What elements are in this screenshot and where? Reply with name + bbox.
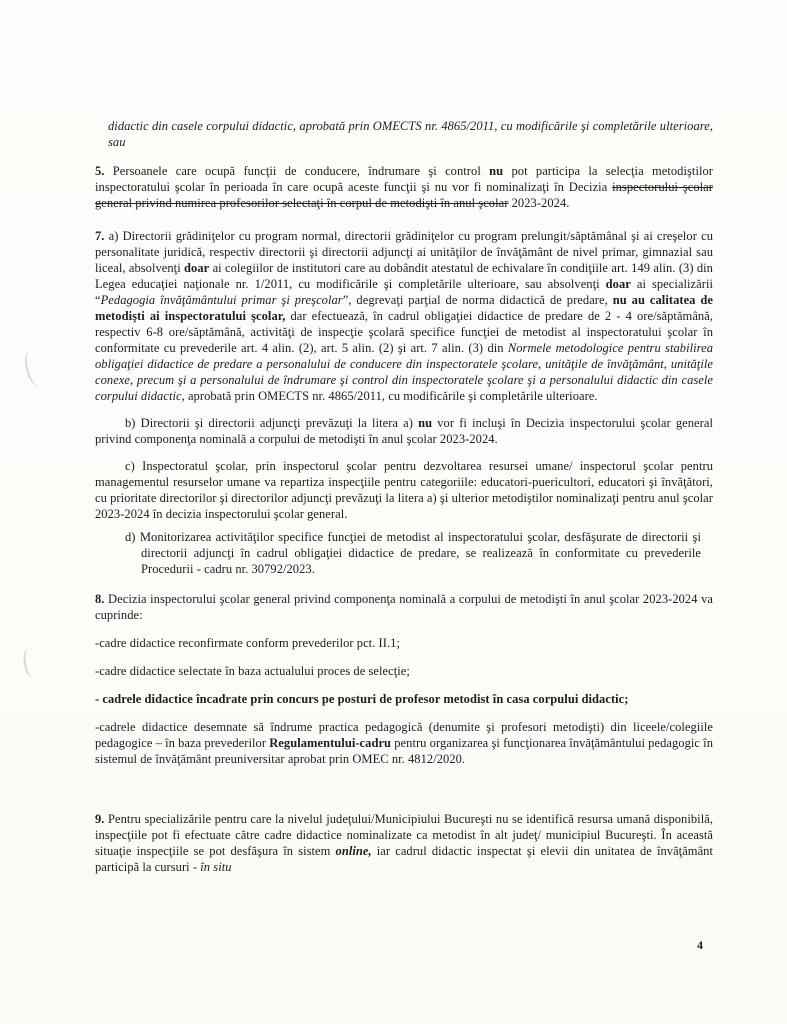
para-5 <box>95 163 713 211</box>
bullet-3 <box>95 691 713 707</box>
scan-artifact <box>22 647 41 679</box>
text-segment: a) Directorii grădiniţelor cu program normal, directorii grădiniţelor cu program prelungit/săptămânal şi ai creşelor cu personalitate juridică, respectiv directorii şi directorii adjuncţi ai unităţilor de învăţământ de nivel primar, gimnazial sau liceal, absolvenţi <box>95 229 713 275</box>
text-segment: vor fi incluşi în Decizia inspectorului şcolar general privind componenţa nominală a corpului de metodişti în anul şcolar 2023-2024. <box>95 416 713 446</box>
text-segment: -cadre didactice reconfirmate conform prevederilor pct. II.1; <box>95 636 400 650</box>
text-segment: doar <box>605 277 631 291</box>
text-segment: b) Directorii şi directorii adjuncţi prevăzuţi la litera a) <box>125 416 419 430</box>
text-segment: - cadrele didactice încadrate prin concurs pe posturi de profesor metodist în casa corpului didactic; <box>95 692 629 706</box>
text-segment: 9. <box>95 812 105 826</box>
bullet-4 <box>95 719 713 767</box>
text-segment: Pentru specializările pentru care la nivelul judeţului/Municipiului Bucureşti nu se identifică resursa umană disponibilă, inspecţiile pot fi efectuate către cadre didactice nominalizate ca metodist în alt judeţ/ municipiul Bucureşti. În această situaţie inspecţiile se pot desfăşura în sistem <box>95 812 713 858</box>
text-segment: didactic din casele corpului didactic, aprobată prin OMECTS nr. 4865/2011, cu modificările şi completările ulterioare, sau <box>108 119 713 149</box>
text-segment: dar efectuează, în cadrul obligaţiei didactice de predare de 2 - 4 ore/săptămână, respectiv 6-8 ore/săptămână, activităţi de inspecţie şcolară specifice funcţiei de metodist al inspectoratului şcolar în conformitate cu prevederile art. 4 alin. (2), art. 5 alin. (2) şi art. 7 alin. (3) din <box>95 309 713 355</box>
text-segment: -cadre didactice selectate în baza actualului proces de selecţie; <box>95 664 410 678</box>
text-segment: Normele metodologice pentru stabilirea obligaţiei didactice de predare a personalului de conducere din inspectoratele şcolare, unităţile de învăţământ, unităţile conexe, precum şi a personalului de îndrumare şi control din inspectoratele şcolare şi a personalului didactic din casele corpului didactic, <box>95 341 713 403</box>
text-segment: ai specializării “ <box>95 277 713 307</box>
text-segment: aprobată prin OMECTS nr. 4865/2011, cu modificările şi completările ulterioare. <box>184 389 598 403</box>
text-segment: pentru organizarea şi funcţionarea învăţământului pedagogic în sistemul de învăţământ preuniversitar aprobat prin OMEC nr. 4812/2020. <box>95 736 713 766</box>
text-segment: Persoanele care ocupă funcţii de conducere, îndrumare şi control <box>104 164 490 178</box>
text-segment: nu <box>489 164 504 178</box>
para-7c <box>95 458 713 522</box>
text-segment: ”, degrevaţi parţial de norma didactică de predare, <box>342 293 613 307</box>
text-segment: în situ <box>200 860 232 874</box>
text-segment: d) Monitorizarea activităţilor specifice funcţiei de metodist al inspectoratului şcolar, desfăşurate de directorii şi directorii adjuncţi în cadrul obligaţiei didactice de predare, se realizează în conformitate cu prevederile Procedurii - cadru nr. 30792/2023. <box>125 530 701 576</box>
text-segment: c) Inspectoratul şcolar, prin inspectorul şcolar pentru dezvoltarea resursei umane/ inspectorul şcolar pentru managementul resurselor umane va repartiza inspecţiile pentru categoriile: educatori-puericultori, educatori şi învăţători, cu prioritate directorilor şi directorilor adjuncţi prevăzuţi la litera a) şi ulterior metodiştilor nominalizaţi pentru anul şcolar 2023-2024 în decizia inspectorului şcolar general. <box>95 459 713 521</box>
para-7a <box>95 228 713 404</box>
para-8 <box>95 591 713 623</box>
text-segment: ai colegiilor de institutori care au dobândit atestatul de echivalare în condiţiile art. 149 alin. (3) din Legea educaţiei naţionale nr. 1/2011, cu modificările şi completările ulterioare, sau absolvenţi <box>95 261 713 291</box>
para-7b <box>95 415 713 447</box>
text-segment: nu au calitatea de metodişti ai inspectoratului şcolar, <box>95 293 714 323</box>
text-segment: 7. <box>95 229 105 243</box>
text-segment: nu <box>418 416 433 430</box>
text-segment: 2023-2024. <box>508 196 570 210</box>
text-segment: inspectorului şcolar general privind numirea profesorilor selectaţi în corpul de metodişti în anul şcolar <box>95 180 713 210</box>
text-segment: iar cadrul didactic inspectat şi elevii din unitatea de învăţământ participă la cursuri - <box>95 844 713 874</box>
text-segment: 8. <box>95 592 105 606</box>
text-segment: Regulamentului-cadru <box>269 736 392 750</box>
para-7d <box>125 529 701 577</box>
continuation-intro <box>108 118 713 150</box>
text-segment: Decizia inspectorului şcolar general privind componenţa nominală a corpului de metodişti în anul şcolar 2023-2024 va cuprinde: <box>95 592 713 622</box>
page-number: 4 <box>697 938 703 952</box>
text-segment: 5. <box>95 164 105 178</box>
text-segment: -cadrele didactice desemnate să îndrume practica pedagogică (denumite şi profesori metodişti) din liceele/colegiile pedagogice – în baza prevederilor <box>95 720 713 750</box>
scan-artifact <box>22 349 46 388</box>
text-segment: pot participa la selecţia metodiştilor inspectoratului şcolar în perioada în care ocupă aceste funcţii şi nu vor fi nominalizaţi în Decizia <box>95 164 713 194</box>
bullet-2 <box>95 663 713 679</box>
document-body <box>95 118 713 875</box>
bullet-1 <box>95 635 713 651</box>
text-segment: online, <box>335 844 372 858</box>
para-9 <box>95 811 713 875</box>
text-segment: Pedagogia învăţământului primar şi preşcolar <box>100 293 343 307</box>
text-segment: doar <box>184 261 210 275</box>
